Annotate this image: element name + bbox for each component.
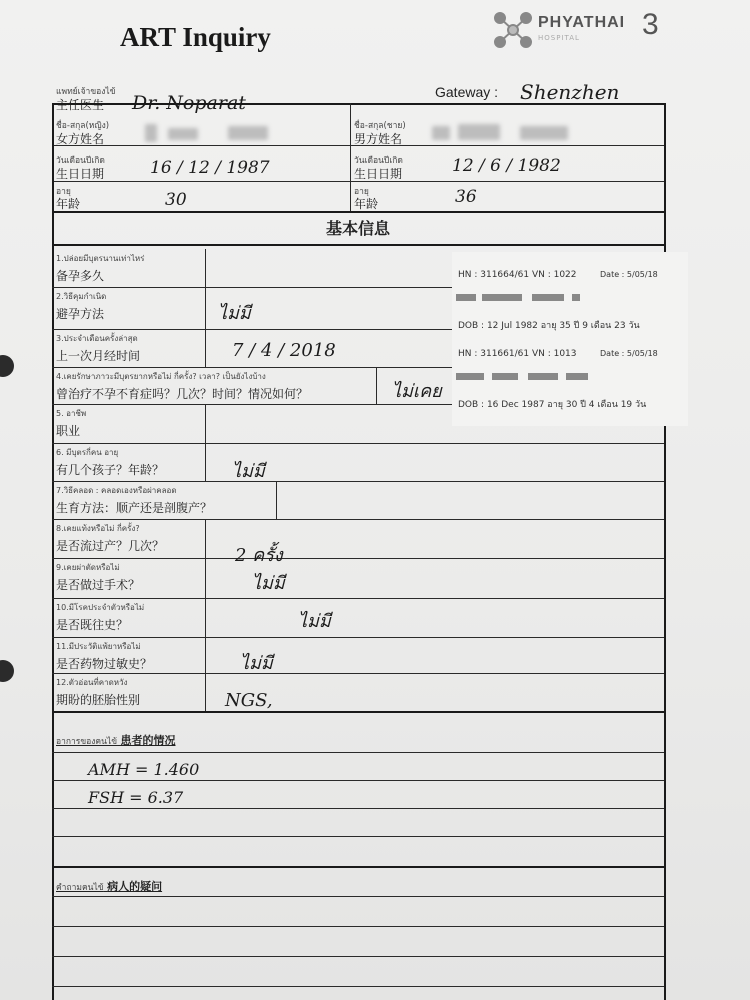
- rule: [52, 896, 664, 897]
- rule: [376, 367, 377, 404]
- molecule-logo-icon: [492, 10, 534, 50]
- question-label-cn: 生育方法：顺产还是剖腹产？: [56, 501, 213, 515]
- redacted-text: [482, 294, 522, 301]
- question-label-th: 11.มีประวัติแพ้ยาหรือไม่: [56, 642, 141, 651]
- punch-hole: [0, 660, 14, 682]
- male-dob-value: 12 / 6 / 1982: [452, 156, 561, 176]
- rule: [276, 481, 277, 519]
- rule: [52, 836, 664, 837]
- rule: [52, 780, 664, 781]
- redacted-text: [456, 373, 484, 380]
- rule: [52, 103, 664, 105]
- rule: [205, 443, 206, 481]
- female-age-label-cn: 年龄: [56, 197, 81, 211]
- rule: [52, 673, 664, 674]
- question-answer: ไม่มี: [298, 611, 331, 632]
- sticker-hn-female: HN : 311661/61 VN : 1013: [458, 349, 577, 359]
- question-label-cn: 是否流过产？几次？: [56, 539, 165, 553]
- question-answer: ไม่เคย: [392, 381, 442, 402]
- rule: [52, 866, 664, 868]
- question-label-th: 6. มีบุตรกี่คน อายุ: [56, 448, 119, 457]
- sticker-dob-male: DOB : 12 Jul 1982 อายุ 35 ปี 9 เดือน 23 วัน: [458, 321, 640, 331]
- question-label-th: 5. อาชีพ: [56, 409, 87, 418]
- rule: [52, 244, 664, 246]
- question-label-th: 7.วิธีคลอด : คลอดเองหรือผ่าคลอด: [56, 486, 177, 495]
- rule: [52, 956, 664, 957]
- female-age-value: 30: [165, 190, 187, 210]
- sticker-date-female: Date : 5/05/18: [600, 349, 658, 358]
- question-answer: 2 ครั้ง: [235, 545, 283, 566]
- redacted-text: [572, 294, 580, 301]
- doctor-value: Dr. Noparat: [132, 92, 246, 114]
- rule: [205, 637, 206, 673]
- rule: [52, 986, 664, 987]
- gateway-value: Shenzhen: [520, 80, 620, 104]
- logo-name: PHYATHAI: [538, 14, 626, 31]
- doctor-label-th: แพทย์เจ้าของไข้: [56, 87, 116, 97]
- redacted-name: [520, 126, 568, 140]
- patient-sticker: [452, 252, 688, 426]
- questions-label-cn: 病人的疑问: [107, 880, 163, 893]
- gateway-label: Gateway :: [435, 84, 499, 100]
- redacted-text: [492, 373, 518, 380]
- question-label-cn: 曾治疗不孕不育症吗？几次？时间？情况如何？: [56, 387, 309, 401]
- question-label-th: 3.ประจำเดือนครั้งล่าสุด: [56, 334, 138, 343]
- redacted-text: [532, 294, 564, 301]
- rule: [52, 443, 664, 444]
- female-dob-value: 16 / 12 / 1987: [150, 158, 270, 178]
- question-label-th: 4.เคยรักษาภาวะมีบุตรยากหรือไม่ กี่ครั้ง? เวลา? เป็นยังไงบ้าง: [56, 372, 266, 381]
- redacted-text: [528, 373, 558, 380]
- female-name-label-cn: 女方姓名: [56, 132, 105, 146]
- rule: [52, 711, 664, 713]
- rule: [205, 519, 206, 558]
- rule: [205, 329, 206, 367]
- condition-label-th: อาการของคนไข้: [56, 737, 118, 747]
- question-label-cn: 上一次月经时间: [56, 349, 141, 363]
- question-label-cn: 是否做过手术？: [56, 578, 141, 592]
- male-name-label-th: ชื่อ-สกุล(ชาย): [354, 121, 406, 131]
- question-answer: ไม่มี: [232, 461, 265, 482]
- redacted-text: [456, 294, 476, 301]
- sticker-date-male: Date : 5/05/18: [600, 270, 658, 279]
- question-label-cn: 职业: [56, 424, 81, 438]
- question-label-cn: 期盼的胚胎性别: [56, 693, 141, 707]
- logo-number: 3: [642, 8, 659, 41]
- rule: [52, 637, 664, 638]
- male-age-label-th: อายุ: [354, 187, 369, 197]
- hospital-logo: [492, 8, 672, 52]
- female-dob-label-th: วันเดือนปีเกิด: [56, 156, 105, 166]
- rule: [52, 481, 664, 482]
- sticker-dob-female: DOB : 16 Dec 1987 อายุ 30 ปี 4 เดือน 19 วัน: [458, 400, 647, 410]
- question-label-cn: 避孕方法: [56, 307, 105, 321]
- condition-heading: [56, 732, 176, 748]
- rule: [52, 808, 664, 809]
- redacted-name: [168, 128, 198, 140]
- question-answer: ไม่มี: [252, 573, 285, 594]
- rule: [52, 519, 664, 520]
- question-label-th: 8.เคยแท้งหรือไม่ กี่ครั้ง?: [56, 524, 140, 533]
- rule: [52, 598, 664, 599]
- rule: [664, 103, 666, 1000]
- question-answer: 7 / 4 / 2018: [232, 340, 336, 361]
- logo-subtitle: HOSPITAL: [538, 34, 580, 42]
- rule: [205, 404, 206, 443]
- male-name-label-cn: 男方姓名: [354, 132, 403, 146]
- question-answer: NGS,: [225, 690, 273, 711]
- rule: [205, 598, 206, 637]
- redacted-name: [432, 126, 450, 140]
- questions-label-th: คำถามคนไข้: [56, 883, 104, 893]
- redacted-name: [458, 124, 500, 140]
- condition-label-cn: 患者的情况: [120, 734, 176, 747]
- redacted-text: [566, 373, 588, 380]
- fsh-value: FSH = 6.37: [88, 788, 184, 807]
- question-label-cn: 是否既往史？: [56, 618, 129, 632]
- question-answer: ไม่มี: [218, 303, 251, 324]
- question-label-th: 12.ตัวอ่อนที่คาดหวัง: [56, 678, 128, 687]
- rule: [52, 926, 664, 927]
- male-dob-label-cn: 生日日期: [354, 167, 403, 181]
- question-label-cn: 备孕多久: [56, 269, 105, 283]
- female-age-label-th: อายุ: [56, 187, 71, 197]
- question-label-cn: 是否药物过敏史？: [56, 657, 153, 671]
- rule: [205, 558, 206, 598]
- question-label-th: 10.มีโรคประจำตัวหรือไม่: [56, 603, 145, 612]
- rule: [350, 103, 351, 211]
- redacted-name: [228, 126, 268, 140]
- rule: [205, 249, 206, 287]
- patient-questions-heading: [56, 878, 162, 894]
- female-name-label-th: ชื่อ-สกุล(หญิง): [56, 121, 110, 131]
- male-dob-label-th: วันเดือนปีเกิด: [354, 156, 403, 166]
- question-label-th: 1.ปล่อยมีบุตรนานเท่าไหร่: [56, 254, 145, 263]
- basic-info-heading: 基本信息: [325, 219, 390, 238]
- question-answer: ไม่มี: [240, 653, 273, 674]
- redacted-name: [145, 124, 157, 142]
- doctor-label-cn: 主任医生: [56, 98, 105, 112]
- question-label-cn: 有几个孩子？年龄？: [56, 463, 165, 477]
- rule: [52, 558, 664, 559]
- rule: [52, 752, 664, 753]
- rule: [205, 673, 206, 711]
- male-age-value: 36: [455, 187, 477, 207]
- question-label-th: 9.เคยผ่าตัดหรือไม่: [56, 563, 120, 572]
- page-title: ART Inquiry: [120, 22, 271, 52]
- male-age-label-cn: 年龄: [354, 197, 379, 211]
- rule: [205, 287, 206, 329]
- sticker-hn-male: HN : 311664/61 VN : 1022: [458, 270, 577, 280]
- punch-hole: [0, 355, 14, 377]
- amh-value: AMH = 1.460: [88, 760, 200, 779]
- question-label-th: 2.วิธีคุมกำเนิด: [56, 292, 107, 301]
- female-dob-label-cn: 生日日期: [56, 167, 105, 181]
